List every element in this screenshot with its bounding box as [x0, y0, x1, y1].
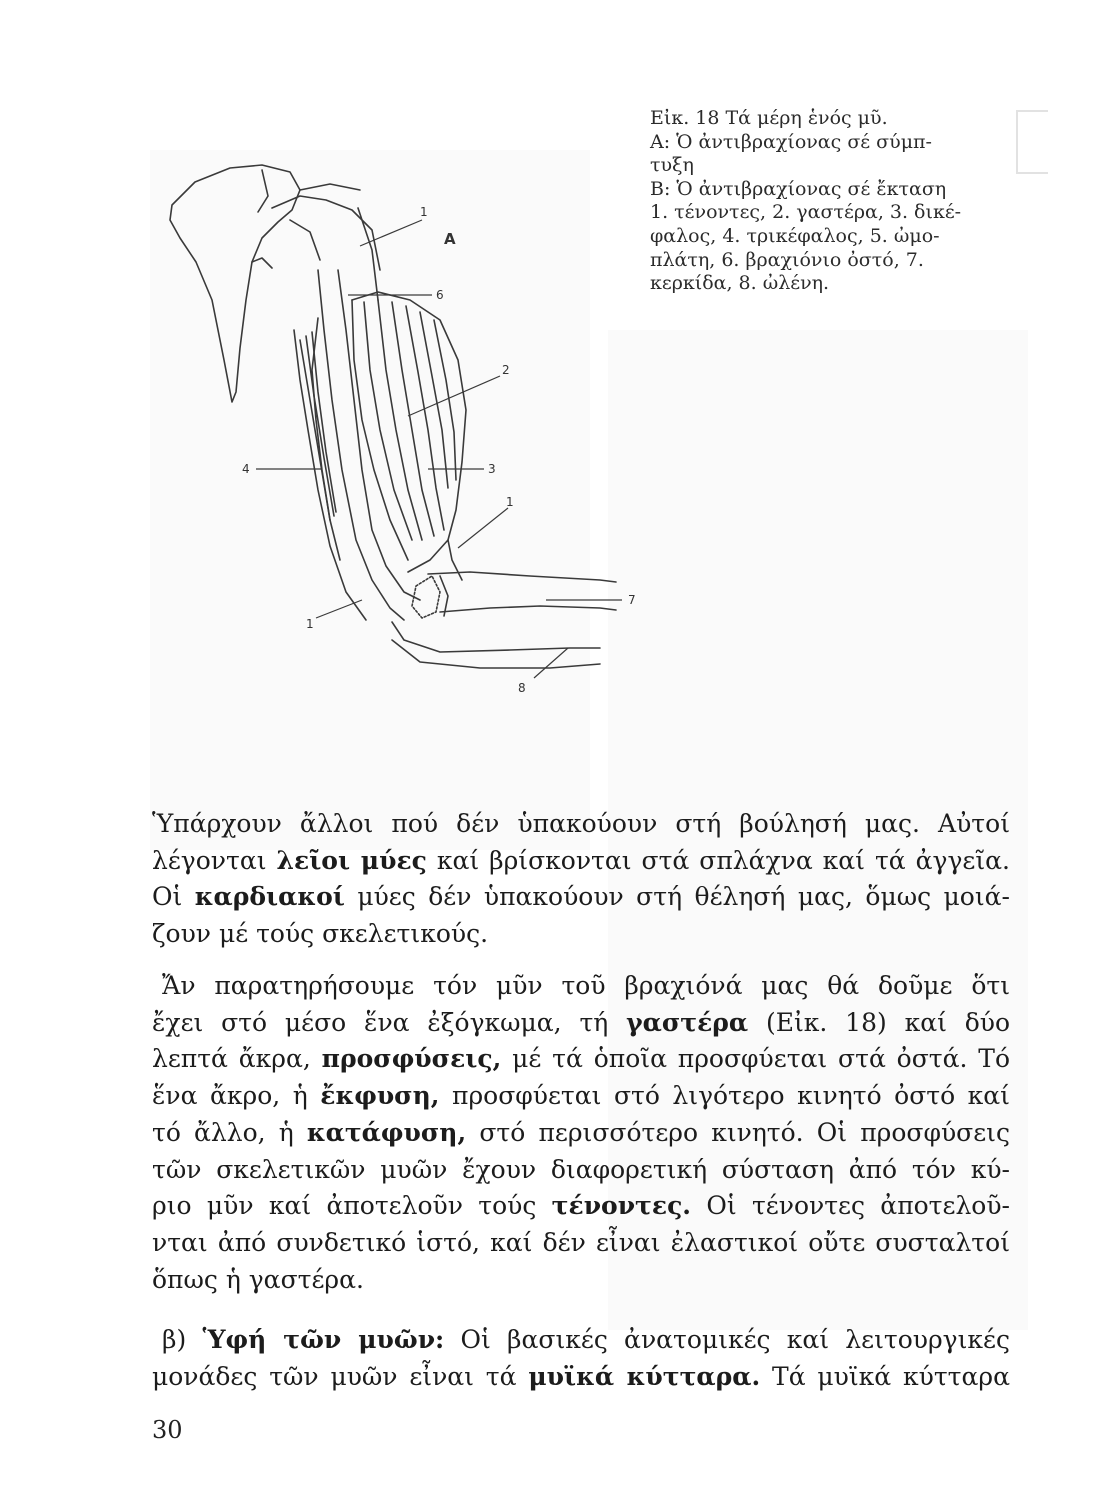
- figure-label-6: 6: [436, 288, 444, 302]
- figure-label-7: 7: [628, 593, 636, 607]
- term-muscle-cells: μυϊκά κύτταρα.: [528, 1361, 761, 1391]
- text-line: ἔχει στό μέσο ἕνα ἐξόγκωμα, τή γαστέρα (Εἰκ. 18) καί δύο: [152, 1007, 1010, 1037]
- text-line: ὅπως ἡ γαστέρα.: [152, 1264, 364, 1294]
- paragraph-muscle-texture: [152, 1322, 1010, 1395]
- text-line: τῶν σκελετικῶν μυῶν ἔχουν διαφορετική σύσταση ἀπό τόν κύ-: [152, 1154, 1010, 1184]
- forearm-drawing: [428, 572, 616, 582]
- text-line: ζουν μέ τούς σκελετικούς.: [152, 919, 489, 949]
- caption-line: πλάτη, 6. βραχιόνιο ὀστό, 7.: [650, 248, 924, 271]
- term-smooth-muscles: λεῖοι μύες: [276, 845, 427, 875]
- text-line: ριο μῦν καί ἀποτελοῦν τούς τένοντες. Οἱ τένοντες ἀποτελοῦ-: [152, 1191, 1010, 1221]
- figure-label-4: 4: [242, 462, 250, 476]
- caption-line: Εἰκ. 18 Τά μέρη ἑνός μῦ.: [650, 107, 888, 129]
- caption-line: τυξη: [650, 154, 694, 177]
- text-line: τό ἄλλο, ἡ κατάφυση, στό περισσότερο κινητό. Οἱ προσφύσεις: [152, 1117, 1010, 1147]
- paragraph-muscle-parts: [152, 968, 1010, 1298]
- text-line: μονάδες τῶν μυῶν εἶναι τά μυϊκά κύτταρα. Τά μυϊκά κύτταρα: [152, 1361, 1010, 1391]
- arm-muscle-figure: [150, 150, 650, 710]
- term-insertion: κατάφυση,: [306, 1117, 467, 1147]
- term-belly: γαστέρα: [626, 1007, 749, 1037]
- figure-panel-label: A: [444, 230, 456, 248]
- caption-line: 1. τένοντες, 2. γαστέρα, 3. δικέ-: [650, 201, 962, 224]
- figure-label-1-low: 1: [306, 617, 314, 631]
- caption-line: φαλος, 4. τρικέφαλος, 5. ὠμο-: [650, 224, 940, 247]
- text-line: λέγονται λεῖοι μύες καί βρίσκονται στά σπλάχνα καί τά ἀγγεῖα.: [152, 845, 1010, 875]
- text-line: ἕνα ἄκρο, ἡ ἔκφυση, προσφύεται στό λιγότερο κινητό ὀστό καί: [152, 1081, 1010, 1111]
- figure-label-1-top: 1: [420, 205, 428, 219]
- term-attachments: προσφύσεις,: [321, 1044, 502, 1074]
- term-origin: ἔκφυση,: [320, 1081, 440, 1111]
- caption-line: κερκίδα, 8. ὠλένη.: [650, 272, 830, 295]
- text-line: β) Ὑφή τῶν μυῶν: Οἱ βασικές ἀνατομικές καί λειτουργικές: [162, 1325, 1011, 1354]
- figure-label-1-mid: 1: [506, 495, 514, 509]
- term-muscle-texture: Ὑφή τῶν μυῶν:: [202, 1325, 445, 1354]
- figure-label-3: 3: [488, 462, 496, 476]
- text-line: λεπτά ἄκρα, προσφύσεις, μέ τά ὁποῖα προσφύεται στά ὀστά. Τό: [152, 1044, 1010, 1074]
- figure-caption: [650, 107, 1022, 296]
- paragraph-smooth-cardiac-muscles: [152, 806, 1010, 953]
- humerus-drawing: [318, 270, 404, 620]
- figure-label-2: 2: [502, 363, 510, 377]
- figure-label-8: 8: [518, 681, 526, 695]
- caption-line: Α: Ὁ ἀντιβραχίονας σέ σύμπ-: [650, 130, 932, 153]
- text-line: Ὑπάρχουν ἄλλοι πού δέν ὑπακούουν στή βούλησή μας. Αὐτοί: [152, 809, 1010, 838]
- term-cardiac: καρδιακοί: [194, 882, 345, 912]
- text-line: νται ἀπό συνδετικό ἱστό, καί δέν εἶναι ἐλαστικοί οὔτε συσταλτοί: [152, 1227, 1010, 1257]
- caption-line: Β: Ὁ ἀντιβραχίονας σέ ἔκταση: [650, 177, 947, 200]
- scapula-drawing: [170, 165, 300, 402]
- text-line: Οἱ καρδιακοί μύες δέν ὑπακούουν στή θέλησή μας, ὅμως μοιά-: [152, 882, 1010, 912]
- term-tendons: τένοντες.: [551, 1191, 692, 1221]
- text-line: Ἄν παρατηρήσουμε τόν μῦν τοῦ βραχιόνά μας θά δοῦμε ὅτι: [162, 971, 1010, 1000]
- page-number: 30: [152, 1416, 183, 1444]
